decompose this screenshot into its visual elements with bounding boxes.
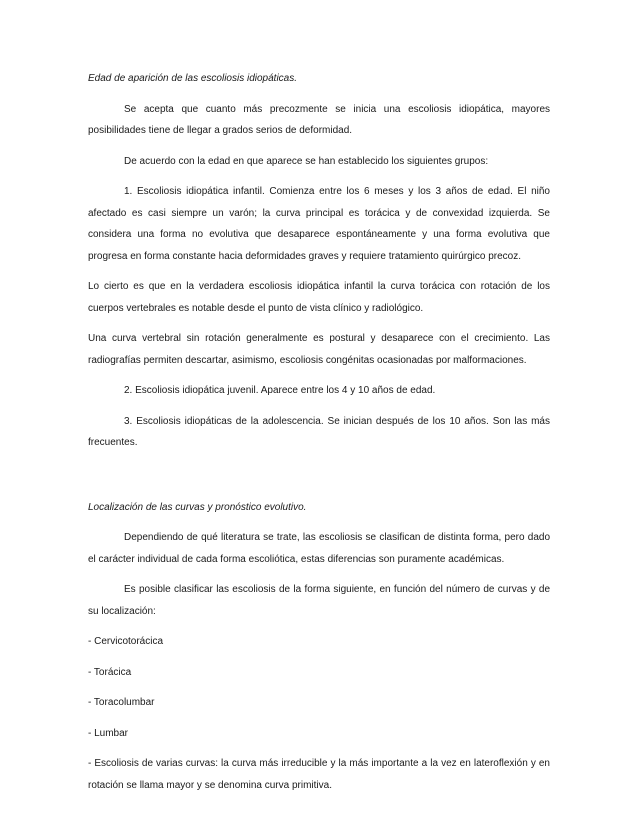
list-item: - Escoliosis de varias curvas: la curva más irreducible y la más importante a la vez en lateroflexión y en rotación se llama mayor y se denomina curva primitiva.	[88, 758, 550, 791]
document-page	[88, 68, 550, 805]
section-heading-age-onset: Edad de aparición de las escoliosis idiopáticas.	[88, 73, 298, 84]
section-heading-curve-location: Localización de las curvas y pronóstico evolutivo.	[88, 501, 307, 513]
paragraph-juvenile: 2. Escoliosis idiopática juvenil. Aparece entre los 4 y 10 años de edad.	[124, 385, 436, 396]
paragraph: Lo cierto es que en la verdadera escoliosis idiopática infantil la curva torácica con rotación de los cuerpos vertebrales es notable desde el punto de vista clínico y radiológico.	[88, 281, 550, 314]
paragraph: Una curva vertebral sin rotación generalmente es postural y desaparece con el crecimiento. Las radiografías permiten descartar, asimismo, escoliosis congénitas ocasionadas por malformaciones.	[88, 333, 550, 366]
list-item: - Lumbar	[88, 727, 129, 739]
paragraph: Dependiendo de qué literatura se trate, las escoliosis se clasifican de distinta forma, pero dado el carácter individual de cada forma escoliótica, estas diferencias son puramente académicas.	[88, 532, 550, 565]
list-item: - Cervicotorácica	[88, 636, 164, 647]
paragraph-adolescent: 3. Escoliosis idiopáticas de la adolescencia. Se inician después de los 10 años. Son las más frecuentes.	[88, 415, 550, 448]
list-item: - Torácica	[88, 666, 132, 678]
paragraph-infantile: 1. Escoliosis idiopática infantil. Comienza entre los 6 meses y los 3 años de edad. El niño afectado es casi siempre un varón; la curva principal es torácica y de convexidad izquierda. Se considera una forma no evolutiva que desaparece espontáneamente y una forma evolutiva que progresa en forma constante hacia deformidades graves y requiere tratamiento quirúrgico precoz.	[88, 186, 550, 262]
paragraph: De acuerdo con la edad en que aparece se han establecido los siguientes grupos:	[124, 155, 489, 167]
paragraph: Se acepta que cuanto más precozmente se inicia una escoliosis idiopática, mayores posibilidades tiene de llegar a grados serios de deformidad.	[88, 103, 550, 136]
list-item: - Toracolumbar	[88, 697, 155, 708]
section-spacer	[88, 463, 550, 497]
paragraph: Es posible clasificar las escoliosis de la forma siguiente, en función del número de curvas y de su localización:	[88, 584, 550, 617]
